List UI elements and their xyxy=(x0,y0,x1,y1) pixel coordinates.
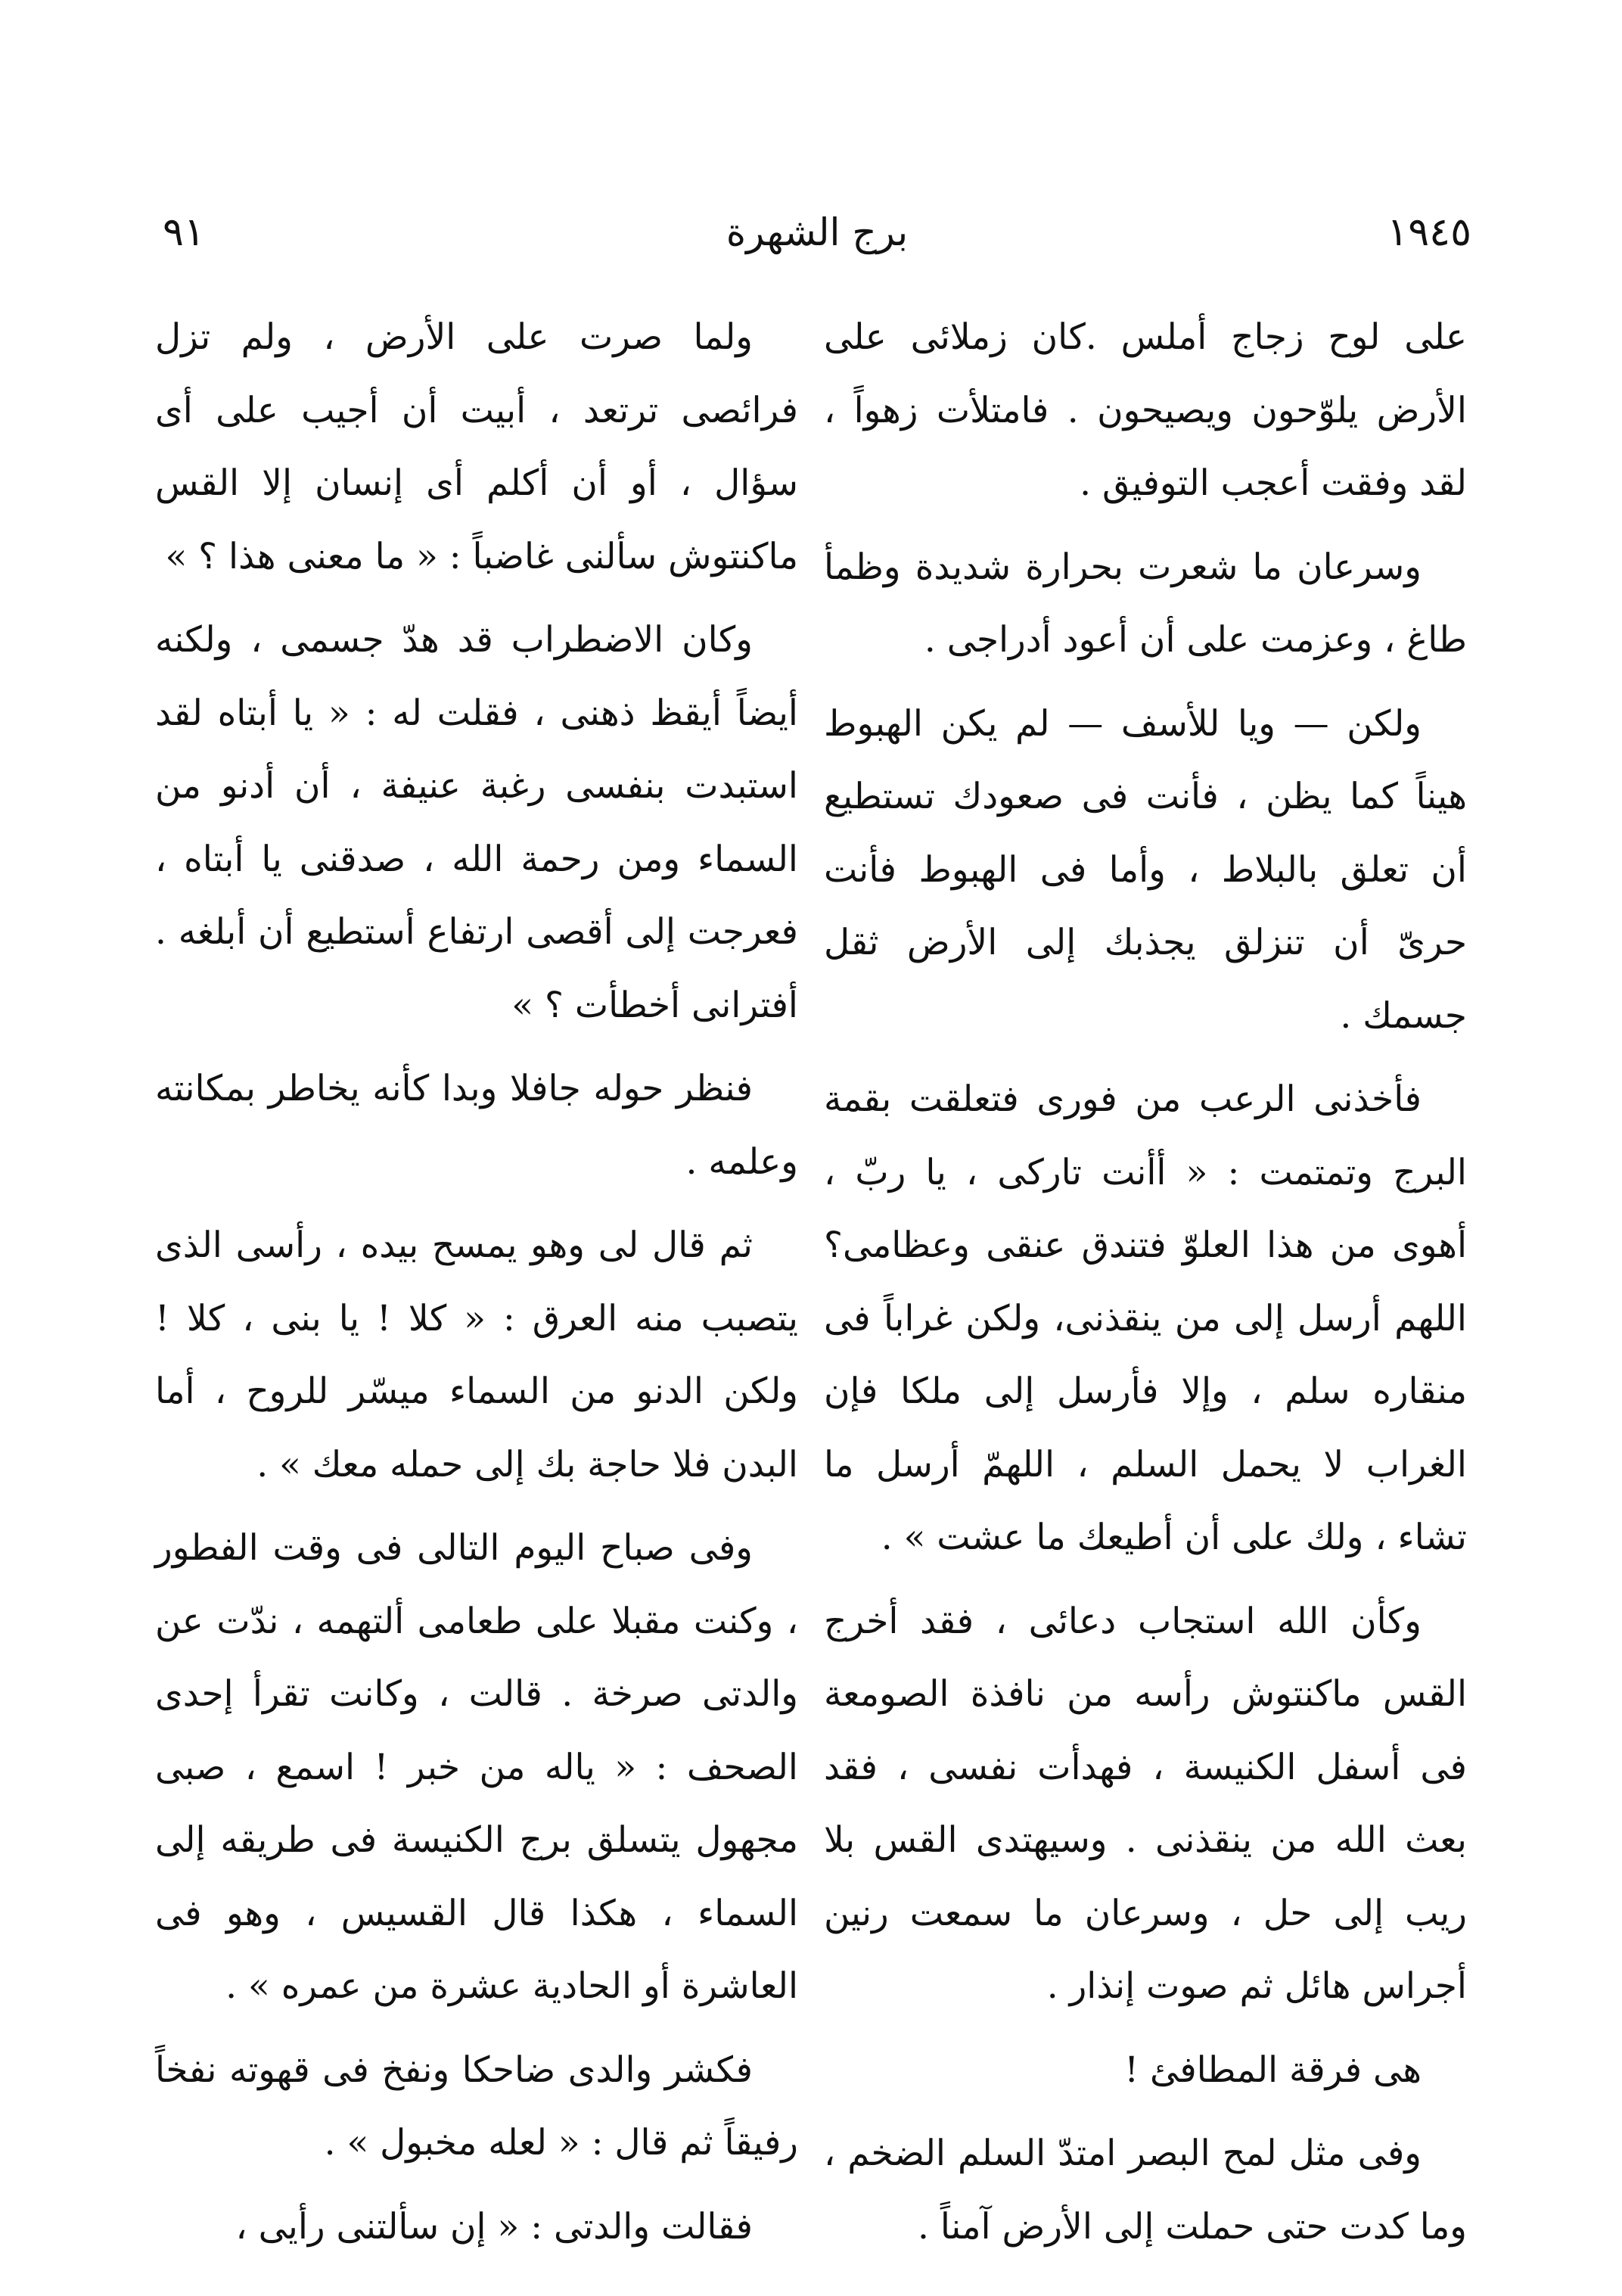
paragraph: وكأن الله استجاب دعائى ، فقد أخرج القس ماكنتوش رأسه من نافذة الصومعة فى أسفل الكنيسة ، فهدأت نفسى ، فقد بعث الله من ينقذنى . وسيهتدى القس بلا ريب إلى حل ، وسرعان ما سمعت رنين أجراس هائل ثم صوت إنذار . xyxy=(824,1600,1467,2007)
paragraph: فقالت والدتى : « إن سألتنى رأيى ، xyxy=(235,2205,753,2248)
page-header xyxy=(163,198,1471,266)
right-column xyxy=(824,301,1467,2274)
paragraph: وسرعان ما شعرت بحرارة شديدة وظمأ طاغ ، وعزمت على أن أعود أدراجى . xyxy=(824,546,1467,661)
running-title: برج الشهرة xyxy=(726,210,909,254)
paragraph: ولما صرت على الأرض ، ولم تزل فرائصى ترتعد ، أبيت أن أجيب على أى سؤال ، أو أن أكلم أى إنسان إلا القس ماكنتوش سألنى غاضباً : « ما معنى هذا ؟ » xyxy=(155,316,798,577)
paragraph: هى فرقة المطافئ ! xyxy=(1124,2049,1422,2091)
left-column xyxy=(155,301,798,2274)
header-year: ١٩٤٥ xyxy=(1387,210,1471,255)
paragraph: ثم قال لى وهو يمسح بيده ، رأسى الذى يتصبب منه العرق : « كلا ! يا بنى ، كلا ! ولكن الدنو من السماء ميسّر للروح ، أما البدن فلا حاجة بك إلى حمله معك » . xyxy=(155,1224,798,1486)
paragraph: على لوح زجاج أملس .كان زملائى على الأرض يلوّحون ويصيحون . فامتلأت زهواً ، لقد وفقت أعجب التوفيق . xyxy=(824,316,1467,504)
page-number: ٩١ xyxy=(163,210,205,255)
paragraph: وكان الاضطراب قد هدّ جسمى ، ولكنه أيضاً أيقظ ذهنى ، فقلت له : « يا أبتاه لقد استبدت بنفسى رغبة عنيفة ، أن أدنو من السماء ومن رحمة الله ، صدقنى يا أبتاه ، فعرجت إلى أقصى ارتفاع أستطيع أن أبلغه . أفترانى أخطأت ؟ » xyxy=(155,619,798,1026)
paragraph: فكشر والدى ضاحكا ونفخ فى قهوته نفخاً رفيقاً ثم قال : « لعله مخبول » . xyxy=(155,2049,798,2164)
paragraph: ولكن — ويا للأسف — لم يكن الهبوط هيناً كما يظن ، فأنت فى صعودك تستطيع أن تعلق بالبلاط ، وأما فى الهبوط فأنت حرىّ أن تنزلق يجذبك إلى الأرض ثقل جسمك . xyxy=(824,702,1467,1037)
paragraph: فأخذنى الرعب من فورى فتعلقت بقمة البرج وتمتمت : « أأنت تاركى ، يا ربّ ، أهوى من هذا العلوّ فتندق عنقى وعظامى؟ اللهم أرسل إلى من ينقذنى، ولكن غراباً فى منقاره سلم ، وإلا فأرسل إلى ملكا فإن الغراب لا يحمل السلم ، اللهمّ أرسل ما تشاء ، ولك على أن أطيعك ما عشت » . xyxy=(824,1078,1467,1558)
paragraph: وفى صباح اليوم التالى فى وقت الفطور ، وكنت مقبلا على طعامى ألتهمه ، ندّت عن والدتى صرخة . قالت ، وكانت تقرأ إحدى الصحف : « ياله من خبر ! اسمع ، صبى مجهول يتسلق برج الكنيسة فى طريقه إلى السماء ، هكذا قال القسيس ، وهو فى العاشرة أو الحادية عشرة من عمره » . xyxy=(155,1527,798,2007)
paragraph: وفى مثل لمح البصر امتدّ السلم الضخم ، وما كدت حتى حملت إلى الأرض آمناً . xyxy=(824,2133,1467,2248)
paragraph: فنظر حوله جافلا وبدا كأنه يخاطر بمكانته وعلمه . xyxy=(155,1068,798,1183)
